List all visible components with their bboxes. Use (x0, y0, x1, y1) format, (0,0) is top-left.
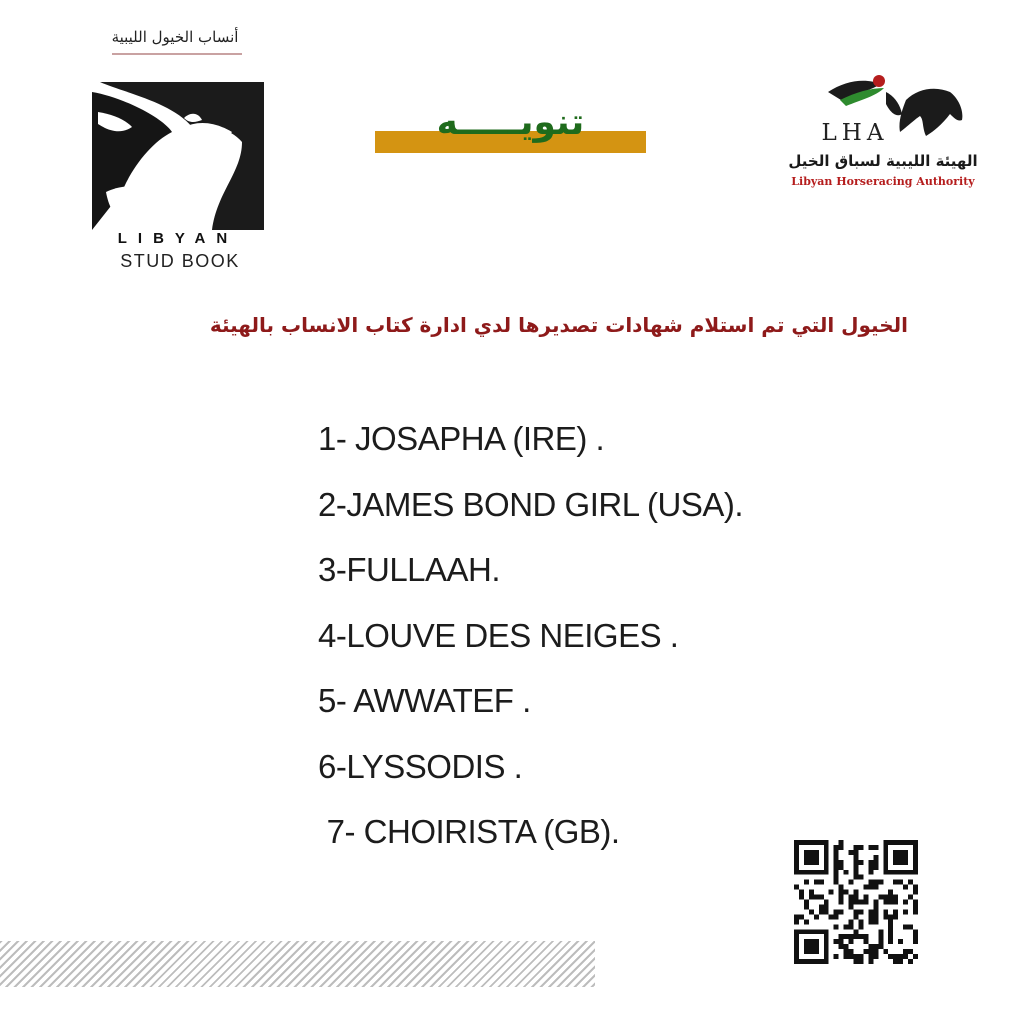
stud-book-horse-logo (92, 72, 264, 230)
horse-list (318, 418, 878, 877)
qr-code-icon (794, 840, 918, 964)
horse-item: 5- AWWATEF . (318, 682, 531, 719)
stud-book-caption-rule (112, 53, 242, 55)
horse-item: 1- JOSAPHA (IRE) . (318, 420, 605, 457)
horse-item: 6-LYSSODIS . (318, 747, 523, 785)
notice-title: تنويـــــه (436, 102, 585, 143)
stud-book-name-line2: STUD BOOK (120, 251, 240, 271)
lha-letters: LHA (821, 120, 889, 146)
notice-subtitle: الخيول التي تم استلام شهادات تصديرها لدي ادارة كتاب الانساب بالهيئة (209, 313, 908, 337)
horse-item: 2-JAMES BOND GIRL (USA). (318, 485, 744, 523)
stud-book-arabic-caption: أنساب الخيول الليبية (111, 28, 239, 46)
horse-item: 3-FULLAAH. (318, 551, 501, 588)
decorative-hatch-strip (0, 941, 595, 987)
lha-english-name: Libyan Horseracing Authority (791, 175, 975, 188)
horse-item: 4-LOUVE DES NEIGES . (318, 616, 679, 654)
lha-arabic-name: الهيئة الليبية لسباق الخيل (788, 152, 978, 170)
horse-item: 7- CHOIRISTA (GB). (318, 813, 620, 850)
stud-book-name-line1: LIBYAN (117, 230, 239, 247)
